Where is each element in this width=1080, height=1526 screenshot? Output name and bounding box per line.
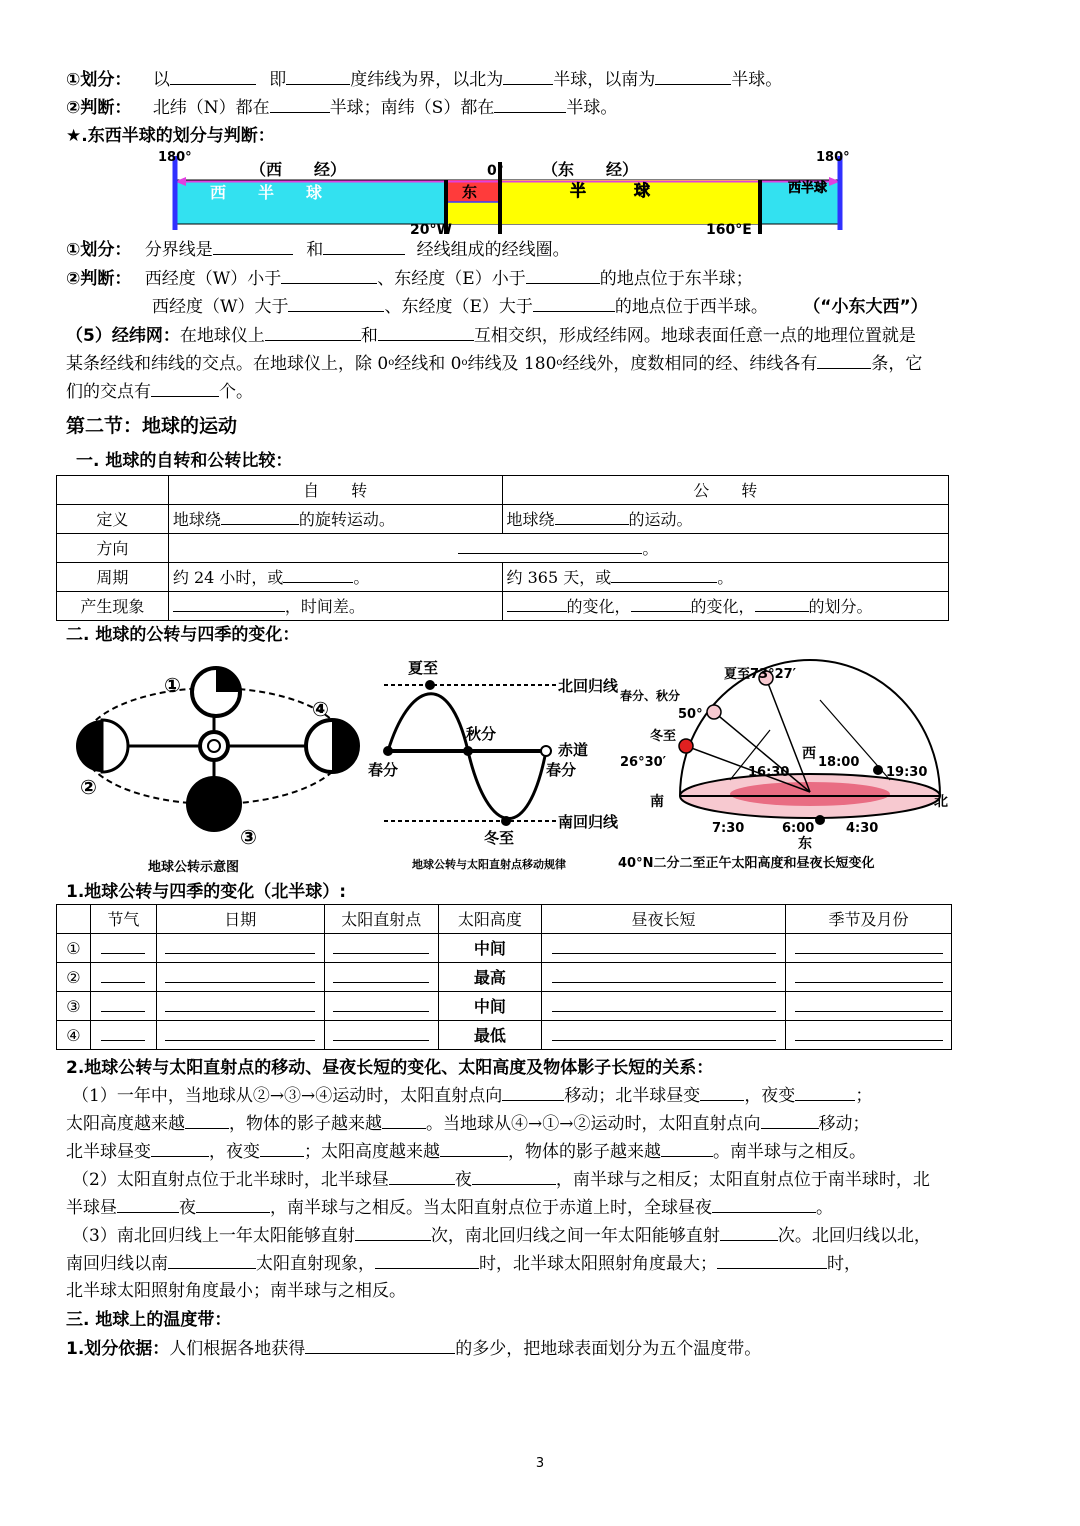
row-label: 周期 xyxy=(57,563,169,592)
grid-label: （5）经纬网： xyxy=(66,326,180,346)
header-cell: 太阳高度 xyxy=(438,905,541,934)
text: 条，它 xyxy=(871,354,923,374)
text: ，南半球与之相反；太阳直射点位于南半球时，北 xyxy=(555,1170,930,1190)
text: 分界线是 xyxy=(144,240,213,260)
relation-p1 xyxy=(72,1082,872,1109)
text: 在地球仪上 xyxy=(179,326,265,346)
fig2-north-line: 北回归线 xyxy=(558,677,619,695)
table-row xyxy=(57,1021,952,1050)
table-cell xyxy=(168,505,502,534)
blank[interactable] xyxy=(305,1335,455,1354)
text: 经线组成的经线圈。 xyxy=(416,240,570,260)
text: 。南半球与之相反。 xyxy=(713,1142,866,1162)
blank[interactable] xyxy=(117,1194,179,1213)
sun-height: 最高 xyxy=(438,963,541,992)
table2-heading: 1.地球公转与四季的变化（北半球）: xyxy=(66,882,347,902)
text: 北半球昼变 xyxy=(66,1142,151,1162)
table-cell xyxy=(502,505,948,534)
blank[interactable] xyxy=(795,997,943,1012)
blank[interactable] xyxy=(755,597,809,612)
label-east-hemisphere: 半 球 xyxy=(570,181,651,200)
text: 们的交点有 xyxy=(66,382,151,402)
ns-divide-line xyxy=(66,66,782,93)
label-180-right: 180° xyxy=(816,150,850,165)
header-cell: 季节及月份 xyxy=(786,905,952,934)
blank[interactable] xyxy=(700,1082,744,1101)
text: 西经度（W）大于 xyxy=(152,297,289,317)
fig2-autumn: 秋分 xyxy=(466,725,497,743)
text: 的运动。 xyxy=(628,509,693,529)
label-160e: 160°E xyxy=(706,222,752,238)
blank[interactable] xyxy=(196,1194,270,1213)
subsolar-caption: 地球公转与太阳直射点移动规律 xyxy=(412,858,566,871)
blank[interactable] xyxy=(333,1026,429,1041)
fig2-equator: 赤道 xyxy=(558,741,589,759)
text: 半球昼 xyxy=(66,1198,117,1218)
blank[interactable] xyxy=(101,1026,145,1041)
text: 纬线及 180 xyxy=(467,354,557,374)
blank[interactable] xyxy=(265,322,361,341)
grid-line2 xyxy=(66,350,922,377)
row-num: ④ xyxy=(57,1021,91,1050)
label-180-left: 180° xyxy=(158,150,192,165)
text: 经线和 0 xyxy=(394,354,462,374)
blank[interactable] xyxy=(552,997,776,1012)
blank[interactable] xyxy=(661,1138,713,1157)
relation-q1 xyxy=(72,1166,930,1193)
blank[interactable] xyxy=(170,66,256,85)
text: 的变化， xyxy=(690,596,755,616)
table-row xyxy=(57,534,949,563)
seasons-table xyxy=(56,904,952,1050)
ns-judge-label: ②判断： xyxy=(66,98,132,118)
sun-height: 中间 xyxy=(438,992,541,1021)
ew-hemisphere-diagram xyxy=(150,148,870,236)
text: （1）一年中，当地球从②→③→④运动时，太阳直射点向 xyxy=(72,1086,503,1106)
fig2-summer: 夏至 xyxy=(408,659,439,677)
blank[interactable] xyxy=(185,1110,229,1129)
blank[interactable] xyxy=(165,939,315,954)
text: 次，南北回归线之间一年太阳能够直射 xyxy=(430,1226,720,1246)
text: 地球绕 xyxy=(506,509,555,529)
text: 的划分。 xyxy=(808,596,873,616)
fig3-summer: 夏至73°27′ xyxy=(724,667,797,682)
ew-judge-label: ②判断： xyxy=(66,269,132,289)
table-cell xyxy=(502,592,948,621)
text: 互相交织，形成经纬网。地球表面任意一点的地理位置就是 xyxy=(473,326,916,346)
row-label: 方向 xyxy=(57,534,169,563)
blank[interactable] xyxy=(526,265,600,284)
text: 西经度（W）小于 xyxy=(144,269,282,289)
fig3-t1630: 16:30 xyxy=(748,765,790,780)
orbit-num-1: ① xyxy=(164,673,181,697)
blank[interactable] xyxy=(795,1082,855,1101)
fig3-deg50: 50° xyxy=(678,707,703,722)
text: ； xyxy=(855,1086,873,1106)
label-zero: 0° xyxy=(487,163,504,179)
fig3-winter: 冬至 xyxy=(650,729,677,744)
relation-heading: 2.地球公转与太阳直射点的移动、昼夜长短的变化、太阳高度及物体影子长短的关系： xyxy=(66,1058,714,1078)
page-number: 3 xyxy=(535,1456,545,1471)
blank[interactable] xyxy=(270,94,330,113)
orbit-diagram xyxy=(66,660,366,850)
ew-judge-line2 xyxy=(152,293,928,320)
text: 、东经度（E）小于 xyxy=(377,269,526,289)
text: 移动； xyxy=(818,1114,870,1134)
table-cell xyxy=(57,476,169,505)
text: ；太阳高度越来越 xyxy=(304,1142,440,1162)
row-num: ② xyxy=(57,963,91,992)
text: 的地点位于东半球； xyxy=(599,269,753,289)
header-cell: 太阳直射点 xyxy=(324,905,438,934)
text: 的多少，把地球表面划分为五个温度带。 xyxy=(455,1339,762,1359)
blank[interactable] xyxy=(382,1110,426,1129)
text: ，物体的影子越来越 xyxy=(508,1142,661,1162)
fig3-deg26: 26°30′ xyxy=(620,755,667,770)
label-east-small: 东 xyxy=(462,183,478,201)
table-row xyxy=(57,592,949,621)
degree-sup: o xyxy=(388,357,395,368)
text: ，时间差。 xyxy=(284,596,365,616)
blank[interactable] xyxy=(507,597,567,612)
header-cell: 昼夜长短 xyxy=(542,905,786,934)
table-header-row xyxy=(57,905,952,934)
table-row xyxy=(57,476,949,505)
blank[interactable] xyxy=(213,236,293,255)
solar-altitude-caption: 40°N二分二至正午太阳高度和昼夜长短变化 xyxy=(618,856,875,871)
header-cell xyxy=(57,905,91,934)
fig3-t430: 4:30 xyxy=(846,821,879,836)
text: 时， xyxy=(827,1254,861,1274)
text: 。 xyxy=(642,538,659,558)
text: ，夜变 xyxy=(744,1086,796,1106)
blank[interactable] xyxy=(378,322,474,341)
fig3-equinox: 春分、秋分 xyxy=(620,689,681,703)
blank[interactable] xyxy=(165,997,315,1012)
text: 度纬线为界，以北为 xyxy=(350,70,504,90)
col-revolution: 公 转 xyxy=(502,476,948,505)
label-west-hemisphere: 西 半 球 xyxy=(210,183,323,202)
text: 的旋转运动。 xyxy=(298,509,395,529)
label-west-right: 西半球 xyxy=(788,181,828,196)
relation-r1 xyxy=(72,1222,931,1249)
blank[interactable] xyxy=(151,378,219,397)
blank[interactable] xyxy=(712,1194,816,1213)
orbit-caption: 地球公转示意图 xyxy=(148,860,240,875)
text: 地球绕 xyxy=(172,509,221,529)
temp-line xyxy=(66,1335,761,1362)
blank[interactable] xyxy=(101,939,145,954)
text: 夜 xyxy=(454,1170,472,1190)
row-num: ① xyxy=(57,934,91,963)
blank[interactable] xyxy=(101,968,145,983)
label-east-longitude: （东 经） xyxy=(542,160,639,179)
text: 北纬（N）都在 xyxy=(152,98,270,118)
section-title: 第二节：地球的运动 xyxy=(66,415,238,437)
relation-r2 xyxy=(66,1250,861,1277)
table-row xyxy=(57,505,949,534)
fig3-t1930: 19:30 xyxy=(886,765,928,780)
text: 。 xyxy=(816,1198,833,1218)
blank[interactable] xyxy=(655,66,731,85)
row-label: 产生现象 xyxy=(57,592,169,621)
grid-line1 xyxy=(66,322,916,349)
fig3-t1800: 18:00 xyxy=(818,755,860,770)
table-cell xyxy=(168,563,502,592)
fig2-spring-right: 春分 xyxy=(546,761,577,779)
text: ，物体的影子越来越 xyxy=(229,1114,382,1134)
text: 的变化， xyxy=(566,596,631,616)
blank[interactable] xyxy=(333,997,429,1012)
blank[interactable] xyxy=(288,293,384,312)
text: 以 xyxy=(152,70,170,90)
ew-judge-line xyxy=(66,265,753,292)
blank[interactable] xyxy=(101,997,145,1012)
text: 太阳直射现象， xyxy=(256,1254,375,1274)
blank[interactable] xyxy=(611,568,717,583)
fig3-t600: 6:00 xyxy=(782,821,815,836)
text: 南回归线以南 xyxy=(66,1254,168,1274)
mnemonic-tip: （“小东大西”） xyxy=(803,297,928,317)
blank[interactable] xyxy=(720,1222,778,1241)
blank[interactable] xyxy=(552,1026,776,1041)
blank[interactable] xyxy=(503,66,553,85)
seasons-heading: 二. 地球的公转与四季的变化： xyxy=(66,625,300,645)
orbit-num-2: ② xyxy=(80,775,97,799)
text: ，南半球与之相反。当太阳直射点位于赤道上时，全球昼夜 xyxy=(270,1198,712,1218)
fig3-south: 南 xyxy=(650,794,664,810)
text: （2）太阳直射点位于北半球时，北半球昼 xyxy=(72,1170,389,1190)
label-20w: 20°W xyxy=(410,222,452,238)
compare-heading: 一. 地球的自转和公转比较： xyxy=(76,451,293,471)
fig3-east: 东 xyxy=(798,836,812,852)
fig3-north: 北 xyxy=(934,794,948,810)
blank[interactable] xyxy=(555,510,629,525)
text: 约 24 小时，或 xyxy=(172,567,284,587)
blank[interactable] xyxy=(375,1250,479,1269)
blank[interactable] xyxy=(795,939,943,954)
text: 半球。 xyxy=(566,98,618,118)
blank[interactable] xyxy=(502,1082,564,1101)
col-rotation: 自 转 xyxy=(168,476,502,505)
ew-divide-line xyxy=(66,236,570,263)
blank[interactable] xyxy=(795,968,943,983)
ns-divide-label: ①划分： xyxy=(66,70,132,90)
text: 次。北回归线以北， xyxy=(777,1226,931,1246)
text: （3）南北回归线上一年太阳能够直射 xyxy=(72,1226,355,1246)
blank[interactable] xyxy=(717,1250,827,1269)
table-cell xyxy=(168,534,948,563)
ns-judge-line xyxy=(66,94,617,121)
sun-height: 最低 xyxy=(438,1021,541,1050)
text: 。 xyxy=(353,567,370,587)
text: 某条经线和纬线的交点。在地球仪上，除 0 xyxy=(66,354,389,374)
text: 。 xyxy=(717,567,734,587)
text: 、东经度（E）大于 xyxy=(384,297,533,317)
sun-height: 中间 xyxy=(438,934,541,963)
text: 个。 xyxy=(219,382,253,402)
text: 移动；北半球昼变 xyxy=(564,1086,701,1106)
blank[interactable] xyxy=(458,539,642,554)
row-label: 定义 xyxy=(57,505,169,534)
text: 夜 xyxy=(179,1198,196,1218)
orbit-num-4: ④ xyxy=(312,697,329,721)
text: ，夜变 xyxy=(209,1142,260,1162)
blank[interactable] xyxy=(795,1026,943,1041)
table-row xyxy=(57,563,949,592)
text: 和 xyxy=(306,240,324,260)
degree-sup: o xyxy=(461,357,468,368)
blank[interactable] xyxy=(165,968,315,983)
subsolar-diagram xyxy=(368,655,619,855)
blank[interactable] xyxy=(286,66,350,85)
solar-altitude-diagram xyxy=(620,660,960,850)
blank[interactable] xyxy=(165,1026,315,1041)
blank[interactable] xyxy=(355,1222,431,1241)
table-row xyxy=(57,934,952,963)
fig3-west: 西 xyxy=(802,746,816,762)
grid-line3 xyxy=(66,378,253,405)
blank[interactable] xyxy=(472,1166,556,1185)
blank[interactable] xyxy=(552,968,776,983)
table-cell xyxy=(502,563,948,592)
header-cell: 节气 xyxy=(90,905,156,934)
blank[interactable] xyxy=(333,968,429,983)
text: 经线外，度数相同的经、纬线各有 xyxy=(562,354,818,374)
ew-heading: ★.东西半球的划分与判断： xyxy=(66,126,275,146)
temp-label: 1.划分依据： xyxy=(66,1339,170,1359)
text: 和 xyxy=(360,326,378,346)
row-num: ③ xyxy=(57,992,91,1021)
relation-q2 xyxy=(66,1194,833,1221)
text: 半球；南纬（S）都在 xyxy=(329,98,495,118)
fig3-t730: 7:30 xyxy=(712,821,745,836)
compare-table xyxy=(56,475,949,621)
header-cell: 日期 xyxy=(156,905,324,934)
fig2-winter: 冬至 xyxy=(484,829,515,847)
blank[interactable] xyxy=(552,939,776,954)
blank[interactable] xyxy=(440,1138,508,1157)
degree-sup: o xyxy=(556,357,563,368)
blank[interactable] xyxy=(173,597,285,612)
text: 时，北半球太阳照射角度最大； xyxy=(479,1254,717,1274)
blank[interactable] xyxy=(817,350,871,369)
blank[interactable] xyxy=(533,293,615,312)
table-row xyxy=(57,963,952,992)
blank[interactable] xyxy=(389,1166,455,1185)
blank[interactable] xyxy=(151,1138,209,1157)
relation-r3: 北半球太阳照射角度最小；南半球与之相反。 xyxy=(66,1281,406,1301)
fig2-south-line: 南回归线 xyxy=(558,813,619,831)
blank[interactable] xyxy=(221,510,299,525)
blank[interactable] xyxy=(494,94,566,113)
ew-divide-label: ①划分： xyxy=(66,240,132,260)
blank[interactable] xyxy=(168,1250,256,1269)
blank[interactable] xyxy=(761,1110,819,1129)
table-row xyxy=(57,992,952,1021)
text: 。当地球从④→①→②运动时，太阳直射点向 xyxy=(426,1114,761,1134)
blank[interactable] xyxy=(323,236,405,255)
table-cell xyxy=(168,592,502,621)
text: 人们根据各地获得 xyxy=(169,1339,306,1359)
fig2-spring-left: 春分 xyxy=(368,761,399,779)
relation-p2 xyxy=(66,1110,870,1137)
blank[interactable] xyxy=(631,597,691,612)
text: 约 365 天，或 xyxy=(506,567,612,587)
blank[interactable] xyxy=(281,265,377,284)
blank[interactable] xyxy=(283,568,353,583)
blank[interactable] xyxy=(333,939,429,954)
blank[interactable] xyxy=(260,1138,304,1157)
text: 的地点位于西半球。 xyxy=(614,297,768,317)
text: 即 xyxy=(269,70,287,90)
label-west-longitude: （西 经） xyxy=(250,160,347,179)
text: 太阳高度越来越 xyxy=(66,1114,185,1134)
relation-p3 xyxy=(66,1138,866,1165)
text: 半球。 xyxy=(731,70,783,90)
orbit-num-3: ③ xyxy=(240,825,257,849)
text: 半球，以南为 xyxy=(553,70,656,90)
temp-heading: 三. 地球上的温度带： xyxy=(66,1310,232,1330)
